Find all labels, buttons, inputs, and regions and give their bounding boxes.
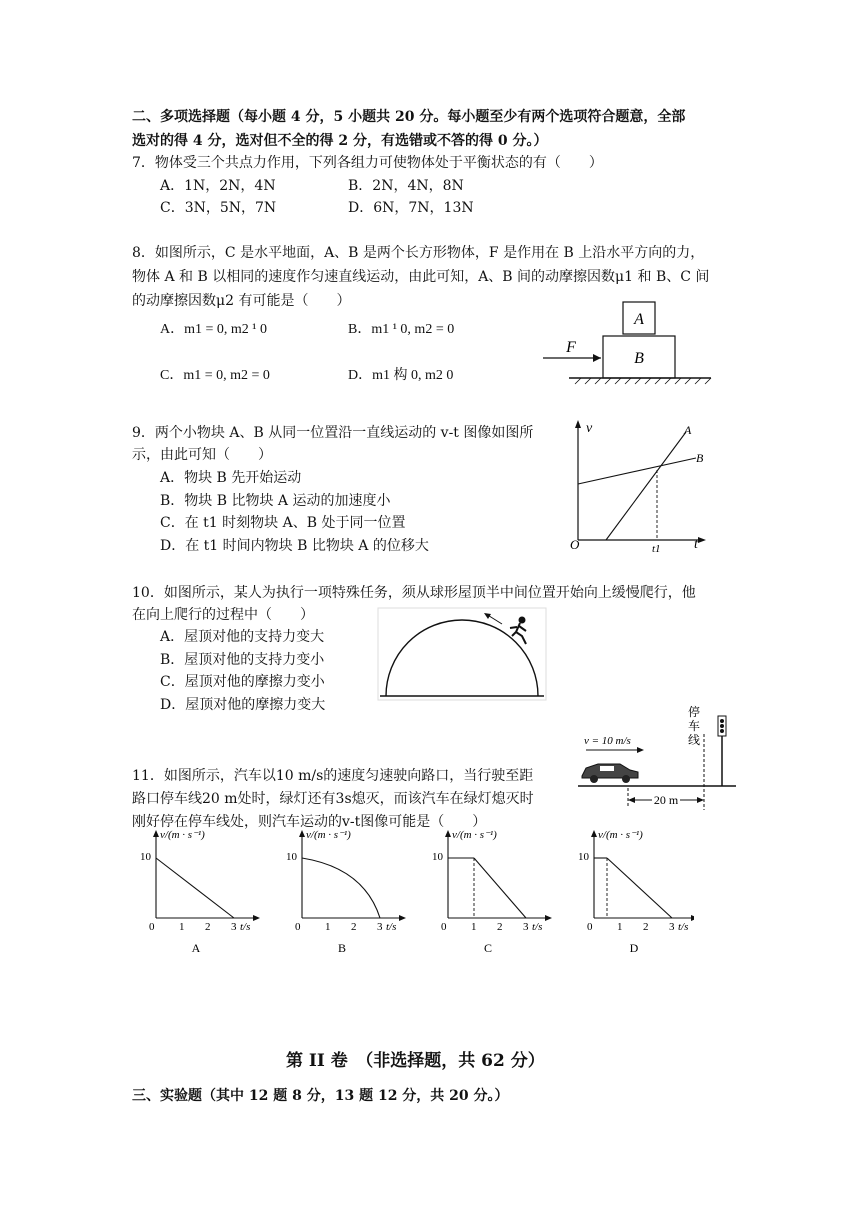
section3-title: 三、实验题 [132, 1088, 202, 1104]
q11-y-unit-label: v/(m · s⁻¹) [598, 829, 643, 841]
q9-line-b-label: B [696, 451, 704, 465]
q11-y-tick: 10 [432, 851, 443, 863]
q9-origin: O [570, 537, 580, 552]
q11-x-tick: 2 [497, 921, 503, 933]
q10-line1: 10．如图所示，某人为执行一项特殊任务，须从球形屋顶半中间位置开始向上缓慢爬行，他 [132, 585, 696, 601]
car-icon [582, 764, 638, 783]
q9-option-b: B．物块 B 比物块 A 运动的加速度小 [160, 493, 391, 509]
q11-y-unit-label: v/(m · s⁻¹) [160, 829, 205, 841]
q9-line1: 9．两个小物块 A、B 从同一位置沿一直线运动的 v-t 图像如图所 [132, 425, 534, 441]
q11-road-figure [576, 704, 740, 814]
q8-option-b-math: m1 ¹ 0, m2 = 0 [371, 322, 455, 337]
q11-stop-char-3: 线 [688, 733, 701, 747]
q9-option-c: C．在 t1 时刻物块 A、B 处于同一位置 [160, 515, 406, 531]
q8-option-c: C．m1 = 0, m2 = 0 [160, 368, 270, 383]
q11-graphs [134, 822, 694, 962]
q11-x-tick: 1 [325, 921, 331, 933]
q11-y-unit-label: v/(m · s⁻¹) [306, 829, 351, 841]
q8-label-a: A [634, 311, 644, 328]
q11-x-tick: 1 [471, 921, 477, 933]
q9-line-a-label: A [684, 423, 692, 437]
q9-line2: 示，由此可知（ ） [132, 447, 272, 463]
q10-line2: 在向上爬行的过程中（ ） [132, 607, 314, 623]
q11-x-unit-label: t/s [240, 921, 251, 933]
traffic-light-icon [718, 716, 726, 786]
q10-option-a: A．屋顶对他的支持力变大 [160, 629, 325, 645]
q8-line1: 8．如图所示，C 是水平地面，A、B 是两个长方形物体，F 是作用在 B 上沿水平方向的力， [132, 245, 705, 261]
q11-x-tick: 3 [669, 921, 675, 933]
q9-option-d: D．在 t1 时间内物块 B 比物块 A 的位移大 [160, 538, 429, 554]
q7-stem: 7．物体受三个共点力作用，下列各组力可使物体处于平衡状态的有（ ） [132, 155, 603, 171]
q8-option-c-math: m1 = 0, m2 = 0 [183, 368, 270, 383]
section2-note-line1: （每小题 4 分，5 小题共 20 分。每小题至少有两个选项符合题意，全部 [230, 109, 686, 125]
q7-option-d: D．6N，7N，13N [348, 200, 474, 216]
section3-note: （其中 12 题 8 分，13 题 12 分，共 20 分。） [202, 1088, 509, 1104]
q11-x-tick: 2 [643, 921, 649, 933]
q11-graph-caption: A [191, 941, 201, 955]
q11-stop-char-2: 车 [688, 719, 701, 733]
q11-x-tick: 0 [149, 921, 155, 933]
q7-option-c: C．3N，5N，7N [160, 200, 277, 216]
q10-option-c: C．屋顶对他的摩擦力变小 [160, 674, 325, 690]
q9-t1-label: t1 [652, 543, 661, 552]
q11-x-unit-label: t/s [678, 921, 689, 933]
q8-label-b: B [634, 350, 644, 367]
q11-x-tick: 0 [587, 921, 593, 933]
q11-stop-char-1: 停 [688, 705, 701, 719]
q9-vt-graph [566, 416, 716, 552]
q8-option-d-math: m1 构 0, m2 0 [372, 368, 454, 383]
q11-graph-caption: C [483, 941, 493, 955]
q11-graph-c [432, 829, 552, 955]
q11-graph-caption: D [629, 941, 639, 955]
section2-heading [132, 106, 685, 128]
q11-y-tick: 10 [578, 851, 589, 863]
q11-x-tick: 1 [617, 921, 623, 933]
q8-line2: 物体 A 和 B 以相同的速度作匀速直线运动，由此可知，A、B 间的动摩擦因数μ1 和 B、C 间 [132, 269, 710, 285]
q11-x-tick: 0 [441, 921, 447, 933]
part2-title: 第 II 卷 （非选择题，共 62 分） [286, 1051, 545, 1071]
q10-option-d: D．屋顶对他的摩擦力变大 [160, 697, 326, 713]
q8-line3: 的动摩擦因数μ2 有可能是（ ） [132, 293, 351, 309]
q11-graph-caption: B [337, 941, 347, 955]
q8-option-b: B．m1 ¹ 0, m2 = 0 [348, 322, 455, 337]
q7-option-b: B．2N，4N，8N [348, 178, 464, 194]
q11-distance-label: 20 m [653, 793, 679, 807]
q11-x-tick: 2 [205, 921, 211, 933]
q11-y-unit-label: v/(m · s⁻¹) [452, 829, 497, 841]
q11-x-unit-label: t/s [386, 921, 397, 933]
q9-option-a: A．物块 B 先开始运动 [160, 470, 302, 486]
q10-dome-figure [376, 606, 548, 702]
q11-line3: 刚好停在停车线处，则汽车运动的v-t图像可能是（ ） [132, 814, 487, 830]
q8-option-a-math: m1 = 0, m2 ¹ 0 [184, 322, 267, 337]
q11-line2: 路口停车线20 m处时，绿灯还有3s熄灭，而该汽车在绿灯熄灭时 [132, 791, 534, 807]
section2-note-line2: 选对的得 4 分，选对但不全的得 2 分，有选错或不答的得 0 分。） [132, 133, 548, 149]
q10-option-b: B．屋顶对他的支持力变小 [160, 652, 325, 668]
q11-x-tick: 0 [295, 921, 301, 933]
q7-option-a: A．1N，2N，4N [160, 178, 276, 194]
q11-graph-b [286, 829, 406, 955]
q8-option-d: D．m1 构 0, m2 0 [348, 368, 454, 383]
q11-graph-d [578, 829, 694, 955]
q11-x-unit-label: t/s [532, 921, 543, 933]
q9-y-label: v [586, 421, 593, 436]
q11-x-tick: 2 [351, 921, 357, 933]
q11-y-tick: 10 [140, 851, 151, 863]
q11-x-tick: 3 [377, 921, 383, 933]
q9-x-label: t [694, 537, 698, 552]
q8-blocks-figure [535, 296, 715, 386]
q11-line1: 11．如图所示，汽车以10 m/s的速度匀速驶向路口，当行驶至距 [132, 768, 534, 784]
q11-graph-a [140, 829, 260, 955]
q11-speed-label: v = 10 m/s [584, 735, 631, 747]
q11-x-tick: 3 [231, 921, 237, 933]
q11-x-tick: 1 [179, 921, 185, 933]
section3-heading [132, 1085, 509, 1107]
q8-option-a: A．m1 = 0, m2 ¹ 0 [160, 322, 267, 337]
q8-label-f: F [566, 339, 576, 356]
q11-x-tick: 3 [523, 921, 529, 933]
section2-title: 二、多项选择题 [132, 109, 230, 125]
q11-y-tick: 10 [286, 851, 297, 863]
